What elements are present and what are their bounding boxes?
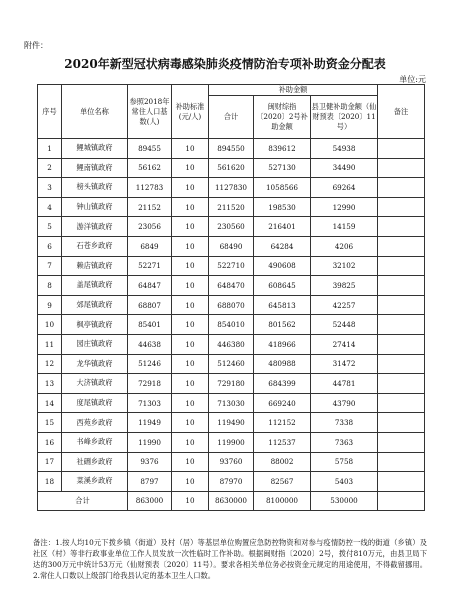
- row-number: 12: [38, 354, 62, 374]
- row-remark: [378, 217, 425, 237]
- table-row: [38, 334, 425, 354]
- row-unit-name: 菜溪乡政府: [62, 472, 128, 492]
- row-population: 72918: [128, 374, 172, 394]
- header-population: 参照2018年常住人口基数(人): [128, 85, 172, 139]
- row-county: 5403: [311, 472, 378, 492]
- row-total: 68490: [209, 236, 254, 256]
- row-population: 21152: [128, 197, 172, 217]
- row-standard: 10: [172, 315, 209, 335]
- row-unit-name: 石苍乡政府: [62, 236, 128, 256]
- unit-label: 单位:元: [399, 75, 426, 84]
- header-unit-name: 单位名称: [62, 85, 128, 139]
- row-unit-name: 社硎乡政府: [62, 452, 128, 472]
- row-county: 7363: [311, 432, 378, 452]
- row-population: 11990: [128, 432, 172, 452]
- row-standard: 10: [172, 158, 209, 178]
- row-population: 23056: [128, 217, 172, 237]
- row-standard: 10: [172, 374, 209, 394]
- row-provincial: 839612: [254, 139, 311, 159]
- row-number: 16: [38, 432, 62, 452]
- header-provincial: 闽财综指〔2020〕2号补助金额: [254, 96, 311, 139]
- row-county: 14159: [311, 217, 378, 237]
- row-population: 8797: [128, 472, 172, 492]
- row-total: 87970: [209, 472, 254, 492]
- row-county: 27414: [311, 334, 378, 354]
- row-county: 34490: [311, 158, 378, 178]
- row-remark: [378, 276, 425, 296]
- total-standard: 10: [172, 491, 209, 510]
- row-provincial: 490608: [254, 256, 311, 276]
- row-total: 230560: [209, 217, 254, 237]
- table-row: [38, 197, 425, 217]
- row-population: 71303: [128, 393, 172, 413]
- row-number: 4: [38, 197, 62, 217]
- row-county: 5758: [311, 452, 378, 472]
- row-total: 93760: [209, 452, 254, 472]
- row-total: 119490: [209, 413, 254, 433]
- row-total: 713030: [209, 393, 254, 413]
- row-remark: [378, 432, 425, 452]
- row-remark: [378, 354, 425, 374]
- total-sum: 8630000: [209, 491, 254, 510]
- total-label: 合计: [38, 491, 128, 510]
- row-unit-name: 郊尾镇政府: [62, 295, 128, 315]
- row-remark: [378, 197, 425, 217]
- row-standard: 10: [172, 334, 209, 354]
- row-population: 51246: [128, 354, 172, 374]
- row-population: 9376: [128, 452, 172, 472]
- row-unit-name: 游洋镇政府: [62, 217, 128, 237]
- row-remark: [378, 295, 425, 315]
- row-total: 119900: [209, 432, 254, 452]
- table-row: [38, 354, 425, 374]
- row-county: 42257: [311, 295, 378, 315]
- row-standard: 10: [172, 432, 209, 452]
- header-standard: 补助标准(元/人): [172, 85, 209, 139]
- row-number: 13: [38, 374, 62, 394]
- table-row: [38, 472, 425, 492]
- row-standard: 10: [172, 354, 209, 374]
- header-total: 合计: [209, 96, 254, 139]
- header-amount-group: 补助金额: [209, 85, 378, 96]
- row-provincial: 198530: [254, 197, 311, 217]
- attachment-label: 附件：: [24, 41, 48, 50]
- row-standard: 10: [172, 178, 209, 198]
- row-population: 11949: [128, 413, 172, 433]
- row-county: 43790: [311, 393, 378, 413]
- row-number: 5: [38, 217, 62, 237]
- row-provincial: 801562: [254, 315, 311, 335]
- table-row: [38, 256, 425, 276]
- row-population: 68807: [128, 295, 172, 315]
- row-number: 11: [38, 334, 62, 354]
- row-standard: 10: [172, 276, 209, 296]
- row-total: 688070: [209, 295, 254, 315]
- row-standard: 10: [172, 236, 209, 256]
- row-remark: [378, 374, 425, 394]
- row-population: 56162: [128, 158, 172, 178]
- row-remark: [378, 256, 425, 276]
- header-seq: 序号: [38, 85, 62, 139]
- row-county: 12990: [311, 197, 378, 217]
- row-total: 894550: [209, 139, 254, 159]
- row-standard: 10: [172, 295, 209, 315]
- row-county: 69264: [311, 178, 378, 198]
- table-row: [38, 217, 425, 237]
- table-row: [38, 158, 425, 178]
- row-unit-name: 榜头镇政府: [62, 178, 128, 198]
- total-population: 863000: [128, 491, 172, 510]
- row-unit-name: 钟山镇政府: [62, 197, 128, 217]
- row-unit-name: 鲤南镇政府: [62, 158, 128, 178]
- row-remark: [378, 315, 425, 335]
- row-number: 9: [38, 295, 62, 315]
- table-row: [38, 374, 425, 394]
- table-row: [38, 413, 425, 433]
- row-total: 446380: [209, 334, 254, 354]
- total-provincial: 8100000: [254, 491, 311, 510]
- total-remark: [378, 491, 425, 510]
- row-remark: [378, 236, 425, 256]
- row-unit-name: 度尾镇政府: [62, 393, 128, 413]
- document-title: 2020年新型冠状病毒感染肺炎疫情防治专项补助资金分配表: [64, 57, 386, 71]
- row-standard: 10: [172, 217, 209, 237]
- row-provincial: 669240: [254, 393, 311, 413]
- row-county: 7338: [311, 413, 378, 433]
- row-unit-name: 枫亭镇政府: [62, 315, 128, 335]
- header-county: 县卫健补助金额（仙财预表〔2020〕11号）: [311, 96, 378, 139]
- row-number: 7: [38, 256, 62, 276]
- table-row: [38, 452, 425, 472]
- row-standard: 10: [172, 472, 209, 492]
- row-population: 6849: [128, 236, 172, 256]
- row-unit-name: 大济镇政府: [62, 374, 128, 394]
- row-provincial: 480988: [254, 354, 311, 374]
- row-remark: [378, 334, 425, 354]
- header-remark: 备注: [378, 85, 425, 139]
- row-number: 6: [38, 236, 62, 256]
- row-county: 52448: [311, 315, 378, 335]
- row-county: 54938: [311, 139, 378, 159]
- row-standard: 10: [172, 256, 209, 276]
- row-number: 8: [38, 276, 62, 296]
- row-provincial: 216401: [254, 217, 311, 237]
- row-provincial: 527130: [254, 158, 311, 178]
- row-county: 4206: [311, 236, 378, 256]
- row-unit-name: 书峰乡政府: [62, 432, 128, 452]
- row-number: 18: [38, 472, 62, 492]
- row-unit-name: 鲤城镇政府: [62, 139, 128, 159]
- row-remark: [378, 393, 425, 413]
- table-row: [38, 139, 425, 159]
- row-unit-name: 西苑乡政府: [62, 413, 128, 433]
- row-total: 512460: [209, 354, 254, 374]
- row-number: 14: [38, 393, 62, 413]
- footnote: 备注：1.按人均10元下拨乡镇（街道）及村（居）等基层单位购置应急防控物资和对参与疫情防控一线的街道（乡镇）及社区（村）等非行政事业单位工作人员发放一次性临时工作补助。根据闽财指〔2020〕2号，拨付810万元，由县卫局下达的300万元中统计53万元（仙财预表〔2020〕11号）。要求各相关单位务必按资金元规定的用途使用，不得截留挪用。2.常住人口数以上级部门给我县认定的基本卫生人口数。: [33, 538, 427, 580]
- row-standard: 10: [172, 452, 209, 472]
- row-provincial: 684399: [254, 374, 311, 394]
- row-provincial: 64284: [254, 236, 311, 256]
- row-total: 561620: [209, 158, 254, 178]
- row-number: 15: [38, 413, 62, 433]
- row-unit-name: 园庄镇政府: [62, 334, 128, 354]
- row-remark: [378, 472, 425, 492]
- row-provincial: 112537: [254, 432, 311, 452]
- row-number: 10: [38, 315, 62, 335]
- table-row: [38, 393, 425, 413]
- row-unit-name: 盖尾镇政府: [62, 276, 128, 296]
- row-unit-name: 赖店镇政府: [62, 256, 128, 276]
- table-row: [38, 236, 425, 256]
- row-total: 1127830: [209, 178, 254, 198]
- total-row: [38, 491, 425, 510]
- row-standard: 10: [172, 139, 209, 159]
- row-number: 2: [38, 158, 62, 178]
- total-county: 530000: [311, 491, 378, 510]
- row-remark: [378, 158, 425, 178]
- row-county: 39825: [311, 276, 378, 296]
- row-provincial: 82567: [254, 472, 311, 492]
- row-total: 729180: [209, 374, 254, 394]
- table-row: [38, 178, 425, 198]
- row-unit-name: 龙华镇政府: [62, 354, 128, 374]
- row-remark: [378, 452, 425, 472]
- row-standard: 10: [172, 393, 209, 413]
- row-total: 854010: [209, 315, 254, 335]
- row-county: 44781: [311, 374, 378, 394]
- table-row: [38, 276, 425, 296]
- row-remark: [378, 139, 425, 159]
- table-row: [38, 295, 425, 315]
- row-provincial: 1058566: [254, 178, 311, 198]
- row-standard: 10: [172, 197, 209, 217]
- row-provincial: 112152: [254, 413, 311, 433]
- row-number: 3: [38, 178, 62, 198]
- row-population: 44638: [128, 334, 172, 354]
- row-number: 1: [38, 139, 62, 159]
- row-number: 17: [38, 452, 62, 472]
- row-population: 85401: [128, 315, 172, 335]
- table-row: [38, 432, 425, 452]
- row-population: 52271: [128, 256, 172, 276]
- row-remark: [378, 413, 425, 433]
- row-provincial: 645813: [254, 295, 311, 315]
- row-standard: 10: [172, 413, 209, 433]
- row-total: 648470: [209, 276, 254, 296]
- allocation-table: [37, 84, 425, 511]
- row-county: 31472: [311, 354, 378, 374]
- row-county: 32102: [311, 256, 378, 276]
- row-provincial: 608645: [254, 276, 311, 296]
- row-total: 211520: [209, 197, 254, 217]
- row-provincial: 88002: [254, 452, 311, 472]
- row-population: 64847: [128, 276, 172, 296]
- row-total: 522710: [209, 256, 254, 276]
- row-population: 112783: [128, 178, 172, 198]
- row-remark: [378, 178, 425, 198]
- row-population: 89455: [128, 139, 172, 159]
- row-provincial: 418966: [254, 334, 311, 354]
- table-row: [38, 315, 425, 335]
